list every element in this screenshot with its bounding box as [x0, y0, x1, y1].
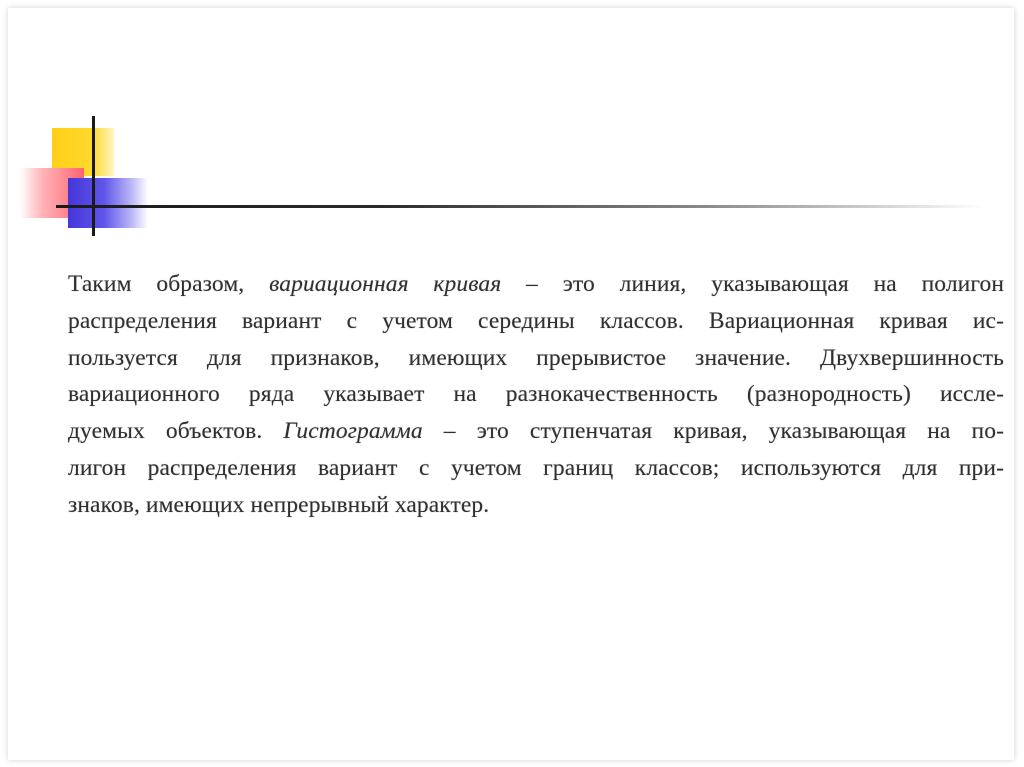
- blue-square: [68, 178, 148, 228]
- text-run: – это линия, указывающая на полигон: [501, 271, 1005, 297]
- text-run: распределения вариант с учетом середины классов. Вариационная кривая ис-: [68, 307, 1004, 334]
- text-run: дуемых объектов.: [68, 418, 284, 445]
- text-line-2: [68, 303, 1004, 340]
- text-run: – это ступенчатая кривая, указывающая на по-: [422, 418, 1004, 445]
- text-run: Таким образом,: [68, 271, 270, 297]
- text-line-6: [68, 450, 1004, 487]
- term-variation-curve: вариационная кривая: [269, 271, 502, 297]
- text-run: пользуется для признаков, имеющих прерывистое значение. Двухвершинность: [68, 344, 1004, 371]
- slide-body-text: [68, 266, 1004, 524]
- text-run: знаков, имеющих непрерывный характер.: [68, 491, 490, 518]
- text-line-4: [68, 376, 1004, 413]
- text-run: лигон распределения вариант с учетом границ классов; используются для при-: [68, 454, 1004, 481]
- text-line-5: [68, 413, 1004, 450]
- decorative-logo: [8, 8, 168, 248]
- text-line-3: [68, 340, 1004, 377]
- horizontal-rule: [56, 205, 986, 208]
- term-histogram: Гистограмма: [283, 418, 423, 445]
- slide: [8, 8, 1014, 760]
- vertical-rule: [92, 116, 95, 236]
- text-line-7: [68, 487, 1004, 524]
- text-run: вариационного ряда указывает на разнокачественность (разнородность) иссле-: [68, 381, 1004, 408]
- text-line-1: [68, 266, 1004, 303]
